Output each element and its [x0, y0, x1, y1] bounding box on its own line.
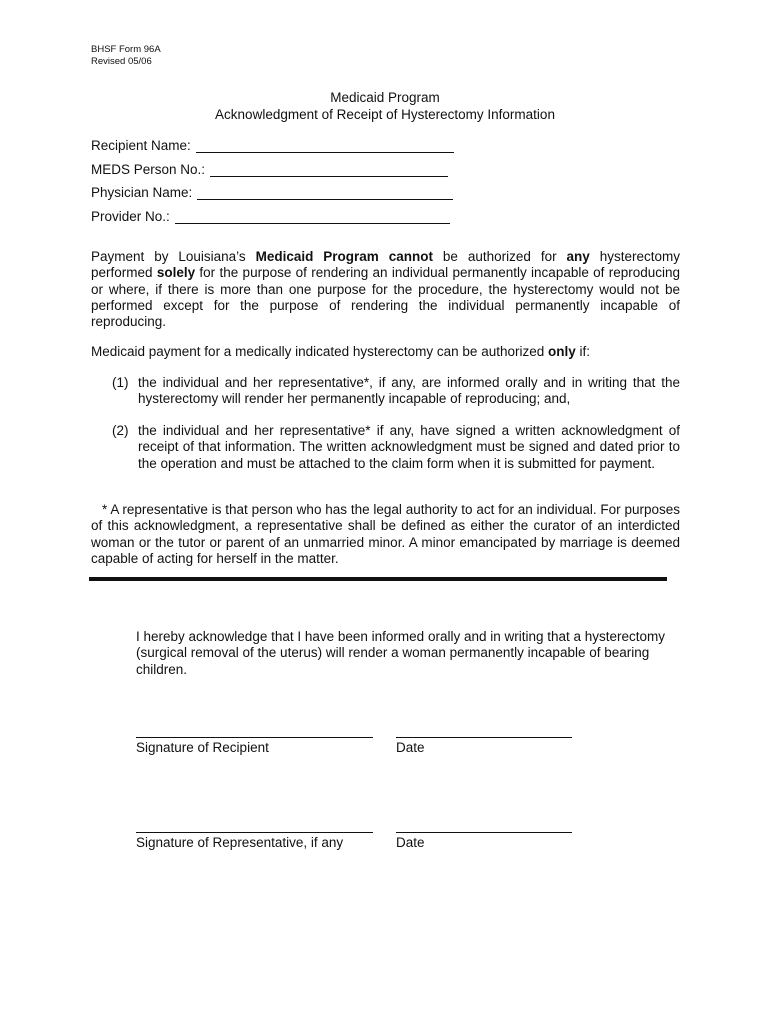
- representative-date-line[interactable]: [396, 832, 572, 833]
- condition-text: the individual and her representative* if any, have signed a written acknowledgment of receipt of that information. The written acknowledgment must be signed and dated prior to the operation and must be attached to the claim form when it is submitted for payment.: [138, 423, 680, 471]
- representative-signature-line[interactable]: [136, 832, 373, 833]
- meds-person-no-field[interactable]: [91, 162, 448, 177]
- condition-text: the individual and her representative*, if any, are informed orally and in writing that the hysterectomy will render her permanently incapable of reproducing; and,: [138, 375, 680, 407]
- form-header: [91, 44, 161, 68]
- condition-2: [112, 423, 680, 472]
- title-program: Medicaid Program: [330, 90, 440, 105]
- medicaid-paragraph: Medicaid payment for a medically indicated hysterectomy can be authorized only if:: [91, 344, 591, 359]
- physician-name-label: Physician Name:: [91, 185, 193, 200]
- footnote-representative: * A representative is that person who has the legal authority to act for an individual. For purposes of this acknowledgment, a representative shall be defined as either the curator of an interdicted woman or the tutor or parent of an unmarried minor. A minor emancipated by marriage is deemed capable of acting for herself in the matter.: [91, 502, 680, 566]
- recipient-name-line[interactable]: [196, 138, 454, 153]
- provider-no-line[interactable]: [175, 209, 450, 224]
- recipient-name-label: Recipient Name:: [91, 138, 191, 153]
- condition-1: [112, 375, 680, 408]
- representative-signature-label: Signature of Representative, if any: [136, 835, 344, 850]
- provider-no-field[interactable]: [91, 209, 450, 224]
- recipient-signature-line[interactable]: [136, 737, 373, 738]
- condition-number: (1): [112, 375, 129, 390]
- meds-person-no-label: MEDS Person No.:: [91, 162, 206, 177]
- meds-person-no-line[interactable]: [210, 162, 448, 177]
- provider-no-label: Provider No.:: [91, 209, 170, 224]
- recipient-date-line[interactable]: [396, 737, 572, 738]
- section-divider: [89, 577, 667, 581]
- payment-paragraph: Payment by Louisiana’s Medicaid Program cannot be authorized for any hysterectomy performed solely for the purpose of rendering an individual permanently incapable of reproducing or where, if there is more than one purpose for the procedure, the hysterectomy would not be performed except for the purpose of rendering the individual permanently incapable of reproducing.: [91, 249, 681, 330]
- title-acknowledgment: Acknowledgment of Receipt of Hysterectomy Information: [215, 107, 555, 122]
- recipient-name-field[interactable]: [91, 138, 454, 153]
- physician-name-field[interactable]: [91, 185, 453, 200]
- recipient-date-label: Date: [396, 740, 425, 755]
- revised-date: Revised 05/06: [91, 56, 152, 67]
- form-id: BHSF Form 96A: [91, 44, 161, 55]
- acknowledgment-statement: I hereby acknowledge that I have been informed orally and in writing that a hysterectomy (surgical removal of the uterus) will render a woman permanently incapable of bearing children.: [136, 629, 666, 677]
- recipient-signature-label: Signature of Recipient: [136, 740, 269, 755]
- physician-name-line[interactable]: [197, 185, 453, 200]
- condition-number: (2): [112, 423, 129, 438]
- representative-date-label: Date: [396, 835, 425, 850]
